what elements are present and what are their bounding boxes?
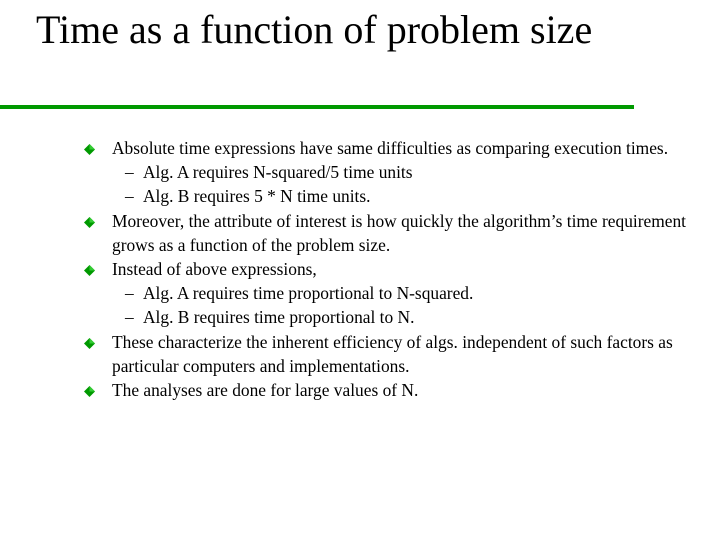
dash-marker: – xyxy=(125,186,134,207)
sub-bullet-item xyxy=(0,160,720,184)
diamond-bullet-icon xyxy=(84,386,95,397)
bullet-item xyxy=(0,330,720,378)
diamond-bullet-icon xyxy=(84,144,95,155)
bullet-text: Moreover, the attribute of interest is how quickly the algorithm’s time requirement grows as a function of the problem size. xyxy=(112,210,687,255)
bullet-item xyxy=(0,257,720,281)
sub-bullet-item xyxy=(0,305,720,329)
bullet-text: Instead of above expressions, xyxy=(112,259,317,280)
slide-title: Time as a function of problem size xyxy=(36,7,593,52)
sub-bullet-text: Alg. B requires time proportional to N. xyxy=(143,307,415,328)
diamond-bullet-icon xyxy=(84,338,95,349)
sub-bullet-text: Alg. A requires time proportional to N-squared. xyxy=(143,283,474,304)
bullet-item xyxy=(0,209,720,257)
diamond-bullet-icon xyxy=(84,265,95,276)
slide-body xyxy=(0,136,720,402)
bullet-text: Absolute time expressions have same difficulties as comparing execution times. xyxy=(112,138,669,158)
dash-marker: – xyxy=(125,307,134,328)
bullet-item xyxy=(0,136,720,160)
sub-bullet-item xyxy=(0,281,720,305)
sub-bullet-text: Alg. A requires N-squared/5 time units xyxy=(143,162,413,183)
sub-bullet-text: Alg. B requires 5 * N time units. xyxy=(143,186,371,207)
bullet-text: These characterize the inherent efficiency of algs. independent of such factors as particular computers and implementations. xyxy=(112,331,673,376)
dash-marker: – xyxy=(125,162,134,183)
sub-bullet-item xyxy=(0,184,720,208)
bullet-item xyxy=(0,378,720,402)
diamond-bullet-icon xyxy=(84,217,95,228)
dash-marker: – xyxy=(125,283,134,304)
title-underline xyxy=(0,105,634,109)
bullet-text: The analyses are done for large values of N. xyxy=(112,380,419,401)
